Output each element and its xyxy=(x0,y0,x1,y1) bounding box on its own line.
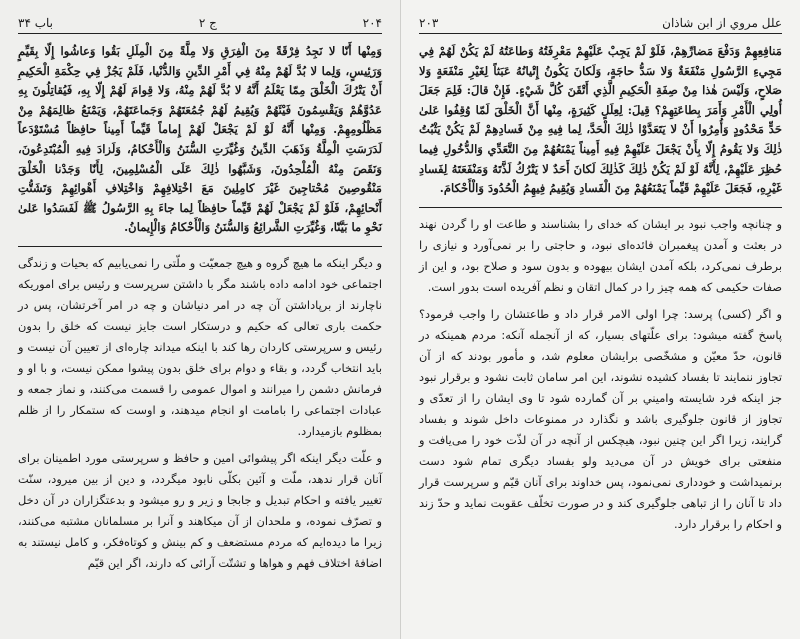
section-divider xyxy=(18,246,382,247)
running-title: علل مروي از ابن شاذان xyxy=(662,16,782,30)
page-header xyxy=(419,8,782,34)
section-divider xyxy=(419,207,782,208)
translation-paragraph: و علّت ديگر اينكه اگر پيشوائى امين و حافظ و سرپرستى مورد اطمينان براى آنان قرار ندهد، ملّت و آئين بكلّى نابود ميگردد، و دين از بين ميرود، سنّت تغيير يافته و احكام تبديل و جابجا و زير و رو ميشود و بدعتگزاران در آن دخل و تصرّف نموده، و ملحدان از آن ميكاهند و آنرا بر مسلمانان مشتبه مى‌كنند، زيرا ما ديده‌ايم كه مردم مستضعف و كم بينش و كوتاه‌فكر، و كامل نيستند به اضافهٔ اختلاف فهم و هواها و تشتّت آرائى كه دارند، اگر اين قيّم xyxy=(18,450,382,570)
page-header xyxy=(18,8,382,34)
arabic-text: مَنافِعِهِمْ وَدَفْعَ مَضارِّهِمْ، فَلَوْ لَمْ يَجِبْ عَلَيْهِمْ مَعْرِفَتُهُ وَطاعَتُهُ لَمْ يَكُنْ لَهُمْ فِي مَجِيءِ الرَّسُولِ مَنْفَعَةٌ وَلا سَدُّ حاجَةٍ، وَلَكانَ يَكُونُ إِتْيانُهُ عَبَثاً لِغَيْرِ مَنْفَعَةٍ وَلا صَلاحٍ، وَلَيْسَ هٰذا مِنْ صِفَةِ الْحَكِيمِ الَّذِي أَتْقَنَ كُلَّ شَيْءٍ. فَإِنْ قالَ: فَلِمَ جَعَلَ أُولِي الْأَمْرِ وَأَمَرَ بِطاعَتِهِمْ؟ قِيلَ: لِعِلَلٍ كَثِيرَةٍ، مِنْها أَنَّ الْخَلْقَ لَمّا وُقِفُوا عَلىٰ حَدٍّ مَحْدُودٍ وَأُمِرُوا أَنْ لا يَتَعَدَّوْا ذٰلِكَ الْحَدَّ، لِما فِيهِ مِنْ فَسادِهِمْ لَمْ يَكُنْ يَثْبُتُ ذٰلِكَ وَلا يَقُومُ إِلّا بِأَنْ يَجْعَلَ عَلَيْهِمْ فِيهِ أَمِيناً يَمْنَعُهُمْ مِنَ التَّعَدِّي وَالدُّخُولِ فِيما حُظِرَ عَلَيْهِمْ، لِأَنَّهُ لَوْ لَمْ يَكُنْ ذٰلِكَ كَذٰلِكَ لَكانَ أَحَدٌ لا يَتْرُكُ لَذَّتَهُ وَمَنْفَعَتَهُ لِفَسادِ غَيْرِهِ، فَجَعَلَ عَلَيْهِمْ قَيِّماً يَمْنَعُهُمْ مِنَ الْفَسادِ وَيُقِيمُ فِيهِمُ الْحُدُودَ وَالْأَحْكامَ. xyxy=(419,44,782,196)
persian-translation xyxy=(18,253,382,574)
translation-paragraph: و چنانچه واجب نبود بر ايشان كه خداى را بشناسند و طاعت او را گردن نهند در بعثت و آمدن پيغمبران فائده‌اى نبود، و حاجتى را بر نمى‌آورد و نيازى را برطرف نمى‌كرد، بلكه آمدن ايشان بيهوده و بدون سود و صلاح بود، و اين از صفات حكيمى كه همه چيز را در كمال اتقان و نظم آفريده است بدور است. xyxy=(419,216,782,294)
translation-paragraph: و اگر (كسى) پرسد: چرا اولى الامر قرار داد و طاعتشان را واجب فرمود؟ پاسخ گفته ميشود: براى علّتهاى بسيار، كه از آنجمله آنكه: مردم همينكه در قانون، حدّ معيّن و مشخّصى برايشان معلوم شد، و مأمور بودند كه از آن تجاوز ننمايند تا بفساد كشيده نشوند، اين امر سامان ثابت نشود و برقرار نبود جز اينكه فرد شايسته واميني بر آن گمارده شود تا وى ايشان را از تعدّى و تجاوز از قانون جلوگيرى باشد و نگذارد در ممنوعات داخل شوند و بفساد گرايند، زيرا اگر اين چنين نبود، هيچكس از آنچه در آن لذّت خود را مى‌يافت و منفعتى براى خويش در آن مى‌ديد ولو بفساد ديگرى تمام شود دست برنميداشت و خوددارى نمى‌نمود، پس خداوند براى آنان قيّم و سرپرست قرار داد تا آنان را از تباهى جلوگيرى كند و در صورت تخلّف عقوبت نمايد و حدّ زند و احكام را برقرار دارد. xyxy=(419,306,782,531)
page-number: ۲۰۴ xyxy=(362,16,382,30)
arabic-text: وَمِنْها أَنّا لا نَجِدُ فِرْقَةً مِنَ الْفِرَقِ وَلا مِلَّةً مِنَ الْمِلَلِ بَقُوا وَعاشُوا إِلّا بِقَيِّمٍ وَرَئِيسٍ، وَلِما لا بُدَّ لَهُمْ مِنْهُ فِي أَمْرِ الدِّينِ وَالدُّنْيا، فَلَمْ يَجُزْ فِي حِكْمَةِ الْحَكِيمِ أَنْ يَتْرُكَ الْخَلْقَ مِمّا يَعْلَمُ أَنَّهُ لا بُدَّ لَهُمْ مِنْهُ، وَلا قِوامَ لَهُمْ إِلّا بِهِ، فَيُقاتِلُونَ بِهِ عَدُوَّهُمْ وَيَقْسِمُونَ فَيْئَهُمْ وَيُقِيمُ لَهُمْ جُمُعَتَهُمْ وَجَماعَتَهُمْ، وَيَمْنَعُ ظالِمَهُمْ مِنْ مَظْلُومِهِمْ. وَمِنْها أَنَّهُ لَوْ لَمْ يَجْعَلْ لَهُمْ إِماماً قَيِّماً أَمِيناً حافِظاً مُسْتَوْدَعاً لَدَرَسَتِ الْمِلَّةُ وَذَهَبَ الدِّينُ وَغُيِّرَتِ السُّنَنُ وَالْأَحْكامُ، وَلَزادَ فِيهِ الْمُبْتَدِعُونَ، وَنَقَصَ مِنْهُ الْمُلْحِدُونَ، وَشَبَّهُوا ذٰلِكَ عَلَى الْمُسْلِمِينَ، لِأَنّا وَجَدْنا الْخَلْقَ مَنْقُوصِينَ مُحْتاجِينَ غَيْرَ كامِلِينَ مَعَ اخْتِلافِهِمْ وَاخْتِلافِ أَهْوائِهِمْ وَتَشَتُّتِ أَنْحائِهِمْ، فَلَوْ لَمْ يَجْعَلْ لَهُمْ قَيِّماً حافِظاً لِما جاءَ بِهِ الرَّسُولُ ﷺ لَفَسَدُوا عَلىٰ نَحْوِ ما بَيَّنّا، وَغُيِّرَتِ الشَّرائِعُ وَالسُّنَنُ وَالْأَحْكامُ وَالْإِيمانُ. xyxy=(18,44,382,235)
translation-paragraph: و ديگر اينكه ما هيچ گروه و هيچ جمعيّت و ملّتى را نمى‌يابيم كه بحيات و زندگى اجتماعى خود ادامه داده باشند مگر با داشتن سرپرست و رئيس براى اموريكه ناچارند از برپاداشتن آن چه در امر دنياشان و چه در امر آخرتشان، پس در حكمت بارى تعالى كه حكيم و درستكار است جايز نيست كه خلق را بدون رئيس و سرپرستى كاردان رها كند با اينكه ميداند چاره‌اى از تعيين آن نيست و بايد انتخاب گردد، و بقاء و دوام براى خلق بدون پيشوا ممكن نيست، و با او و فرمانش دشمن را ميرانند و اموال عمومى را قسمت مى‌كنند، و نماز جمعه و عبادات اجتماعى را بامامت او انجام ميدهند، و اوست كه ستمكار را از ظلم بمظلوم بازميدارد. xyxy=(18,255,382,438)
page-number: ۲۰۳ xyxy=(419,16,439,30)
chapter-label: باب ۳۴ xyxy=(18,16,53,30)
volume-label: ج ۲ xyxy=(198,16,217,30)
right-page xyxy=(400,0,800,639)
persian-translation xyxy=(419,214,782,535)
